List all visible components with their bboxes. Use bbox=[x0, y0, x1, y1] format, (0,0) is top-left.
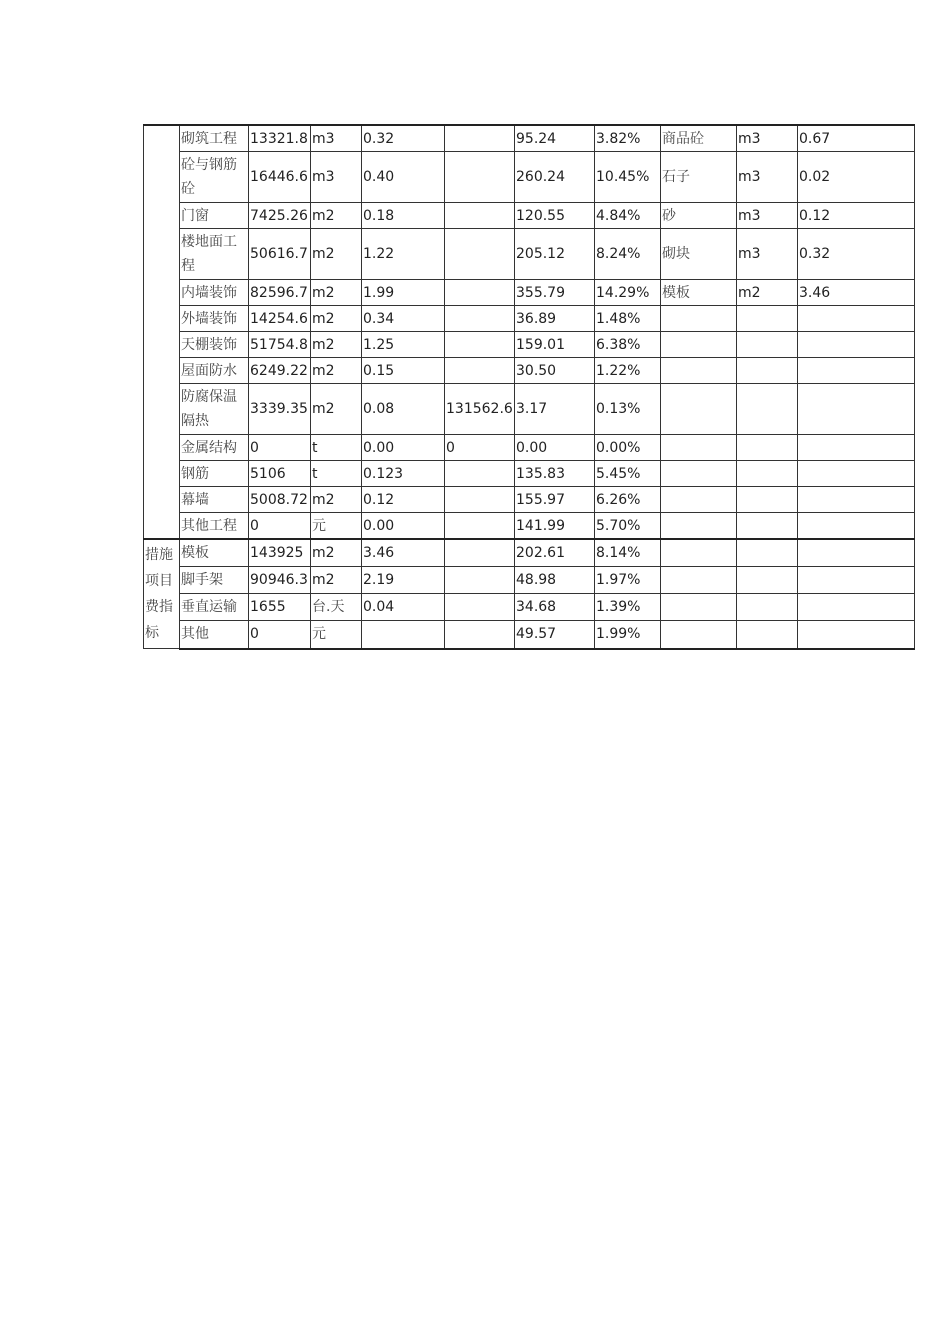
table-row bbox=[144, 306, 915, 332]
table-row bbox=[144, 487, 915, 513]
cell-qty: 0 bbox=[249, 621, 311, 649]
cell-mat-unit bbox=[737, 306, 798, 332]
cell-unit: 元 bbox=[311, 513, 362, 540]
cell-total bbox=[445, 280, 515, 306]
table-row bbox=[144, 280, 915, 306]
cell-mat-val bbox=[798, 487, 915, 513]
cell-mat bbox=[661, 435, 737, 461]
cell-mat bbox=[661, 539, 737, 567]
cell-mat: 砌块 bbox=[661, 229, 737, 280]
cell-total bbox=[445, 152, 515, 203]
cell-qty: 51754.8 bbox=[249, 332, 311, 358]
cell-idx: 3.46 bbox=[362, 539, 445, 567]
cell-name: 模板 bbox=[180, 539, 249, 567]
cell-unit: m3 bbox=[311, 152, 362, 203]
cell-mat-unit: m3 bbox=[737, 125, 798, 152]
cell-mat-unit: m3 bbox=[737, 229, 798, 280]
cell-name: 天棚装饰 bbox=[180, 332, 249, 358]
cell-unit: 台.天 bbox=[311, 594, 362, 621]
cell-qty: 50616.7 bbox=[249, 229, 311, 280]
cell-unit: m2 bbox=[311, 203, 362, 229]
cell-qty: 0 bbox=[249, 435, 311, 461]
cell-mat-unit bbox=[737, 384, 798, 435]
cell-idx: 0.04 bbox=[362, 594, 445, 621]
cell-mat-val: 0.67 bbox=[798, 125, 915, 152]
cell-total bbox=[445, 229, 515, 280]
cell-idx: 1.22 bbox=[362, 229, 445, 280]
cell-total bbox=[445, 594, 515, 621]
cell-unit: m2 bbox=[311, 487, 362, 513]
cell-pct: 4.84% bbox=[595, 203, 661, 229]
cell-cost: 120.55 bbox=[515, 203, 595, 229]
cell-cost: 95.24 bbox=[515, 125, 595, 152]
cell-mat-val bbox=[798, 621, 915, 649]
cell-idx: 2.19 bbox=[362, 567, 445, 594]
cell-pct: 10.45% bbox=[595, 152, 661, 203]
cell-mat bbox=[661, 461, 737, 487]
cell-unit: m2 bbox=[311, 229, 362, 280]
cell-mat-unit: m2 bbox=[737, 280, 798, 306]
cell-qty: 0 bbox=[249, 513, 311, 540]
cell-cost: 30.50 bbox=[515, 358, 595, 384]
cell-pct: 6.38% bbox=[595, 332, 661, 358]
cell-mat bbox=[661, 306, 737, 332]
cell-cost: 3.17 bbox=[515, 384, 595, 435]
cell-mat-val bbox=[798, 461, 915, 487]
cell-unit: t bbox=[311, 461, 362, 487]
cell-name: 幕墙 bbox=[180, 487, 249, 513]
cell-mat bbox=[661, 513, 737, 540]
cell-mat-val bbox=[798, 539, 915, 567]
cell-mat-unit bbox=[737, 513, 798, 540]
cell-name: 砌筑工程 bbox=[180, 125, 249, 152]
cell-cost: 205.12 bbox=[515, 229, 595, 280]
cell-mat bbox=[661, 594, 737, 621]
table-row bbox=[144, 594, 915, 621]
cell-cost: 135.83 bbox=[515, 461, 595, 487]
cell-mat-val bbox=[798, 513, 915, 540]
cell-mat-val: 3.46 bbox=[798, 280, 915, 306]
cell-qty: 14254.6 bbox=[249, 306, 311, 332]
cell-name: 门窗 bbox=[180, 203, 249, 229]
cell-qty: 13321.8 bbox=[249, 125, 311, 152]
cell-idx: 0.00 bbox=[362, 513, 445, 540]
cell-qty: 1655 bbox=[249, 594, 311, 621]
cell-unit: m2 bbox=[311, 384, 362, 435]
cell-unit: m2 bbox=[311, 539, 362, 567]
cost-index-table bbox=[143, 124, 915, 650]
cell-pct: 1.99% bbox=[595, 621, 661, 649]
cell-qty: 6249.22 bbox=[249, 358, 311, 384]
cell-pct: 1.48% bbox=[595, 306, 661, 332]
cell-total bbox=[445, 513, 515, 540]
cell-qty: 5106 bbox=[249, 461, 311, 487]
cell-mat-unit bbox=[737, 435, 798, 461]
cell-total: 131562.6 bbox=[445, 384, 515, 435]
cell-qty: 3339.35 bbox=[249, 384, 311, 435]
cell-qty: 5008.72 bbox=[249, 487, 311, 513]
cell-idx: 0.12 bbox=[362, 487, 445, 513]
cell-mat bbox=[661, 384, 737, 435]
cell-idx bbox=[362, 621, 445, 649]
cell-mat: 石子 bbox=[661, 152, 737, 203]
cell-name: 楼地面工程 bbox=[180, 229, 249, 280]
cell-cost: 0.00 bbox=[515, 435, 595, 461]
cell-total bbox=[445, 461, 515, 487]
cell-unit: 元 bbox=[311, 621, 362, 649]
cell-total bbox=[445, 125, 515, 152]
cell-mat: 模板 bbox=[661, 280, 737, 306]
cell-mat-unit bbox=[737, 567, 798, 594]
cell-cost: 48.98 bbox=[515, 567, 595, 594]
cell-idx: 1.99 bbox=[362, 280, 445, 306]
cell-idx: 1.25 bbox=[362, 332, 445, 358]
cell-mat-val: 0.12 bbox=[798, 203, 915, 229]
cell-cost: 49.57 bbox=[515, 621, 595, 649]
cell-pct: 6.26% bbox=[595, 487, 661, 513]
cell-pct: 3.82% bbox=[595, 125, 661, 152]
group-cell-measures bbox=[144, 539, 180, 649]
measures-group-label: 措施项目费指标 bbox=[145, 547, 173, 641]
cell-idx: 0.15 bbox=[362, 358, 445, 384]
cell-pct: 14.29% bbox=[595, 280, 661, 306]
cell-pct: 5.45% bbox=[595, 461, 661, 487]
cell-unit: m2 bbox=[311, 280, 362, 306]
cell-mat-unit bbox=[737, 621, 798, 649]
cell-qty: 90946.3 bbox=[249, 567, 311, 594]
cell-qty: 82596.7 bbox=[249, 280, 311, 306]
cell-mat-val bbox=[798, 567, 915, 594]
cell-mat-unit bbox=[737, 358, 798, 384]
cell-idx: 0.40 bbox=[362, 152, 445, 203]
table-row bbox=[144, 621, 915, 649]
cell-mat-unit bbox=[737, 332, 798, 358]
cell-mat: 商品砼 bbox=[661, 125, 737, 152]
cell-mat: 砂 bbox=[661, 203, 737, 229]
table-row bbox=[144, 125, 915, 152]
cell-total bbox=[445, 203, 515, 229]
group-cell-empty bbox=[144, 125, 180, 539]
cell-cost: 355.79 bbox=[515, 280, 595, 306]
cell-total bbox=[445, 332, 515, 358]
cell-mat-val bbox=[798, 384, 915, 435]
table-row bbox=[144, 152, 915, 203]
cell-total bbox=[445, 306, 515, 332]
cell-mat-unit bbox=[737, 539, 798, 567]
cell-total bbox=[445, 621, 515, 649]
table-row bbox=[144, 332, 915, 358]
cell-cost: 34.68 bbox=[515, 594, 595, 621]
table-row bbox=[144, 435, 915, 461]
cell-total bbox=[445, 358, 515, 384]
cell-total bbox=[445, 487, 515, 513]
table-row bbox=[144, 229, 915, 280]
table-row bbox=[144, 461, 915, 487]
cell-qty: 143925 bbox=[249, 539, 311, 567]
table-row bbox=[144, 358, 915, 384]
cell-name: 垂直运输 bbox=[180, 594, 249, 621]
cell-cost: 141.99 bbox=[515, 513, 595, 540]
cell-name: 钢筋 bbox=[180, 461, 249, 487]
cell-cost: 260.24 bbox=[515, 152, 595, 203]
cell-pct: 5.70% bbox=[595, 513, 661, 540]
cell-mat-unit: m3 bbox=[737, 152, 798, 203]
cell-mat-val bbox=[798, 435, 915, 461]
cell-idx: 0.08 bbox=[362, 384, 445, 435]
cell-mat-val bbox=[798, 306, 915, 332]
cell-name: 其他工程 bbox=[180, 513, 249, 540]
cell-mat bbox=[661, 332, 737, 358]
cell-name: 防腐保温隔热 bbox=[180, 384, 249, 435]
cell-idx: 0.123 bbox=[362, 461, 445, 487]
cell-unit: m3 bbox=[311, 125, 362, 152]
cell-unit: m2 bbox=[311, 358, 362, 384]
cell-name: 脚手架 bbox=[180, 567, 249, 594]
cell-pct: 8.24% bbox=[595, 229, 661, 280]
cell-mat-unit: m3 bbox=[737, 203, 798, 229]
cell-mat bbox=[661, 567, 737, 594]
cell-mat-unit bbox=[737, 461, 798, 487]
cell-idx: 0.34 bbox=[362, 306, 445, 332]
table-row bbox=[144, 384, 915, 435]
cell-mat-val bbox=[798, 594, 915, 621]
cell-pct: 1.22% bbox=[595, 358, 661, 384]
cell-qty: 7425.26 bbox=[249, 203, 311, 229]
table-body bbox=[144, 125, 915, 649]
cell-cost: 202.61 bbox=[515, 539, 595, 567]
table-row bbox=[144, 513, 915, 540]
cell-mat-val bbox=[798, 358, 915, 384]
cell-total bbox=[445, 567, 515, 594]
cell-mat-val bbox=[798, 332, 915, 358]
cell-unit: m2 bbox=[311, 332, 362, 358]
table-row bbox=[144, 567, 915, 594]
cell-name: 屋面防水 bbox=[180, 358, 249, 384]
cell-idx: 0.32 bbox=[362, 125, 445, 152]
cell-mat-unit bbox=[737, 487, 798, 513]
cell-cost: 36.89 bbox=[515, 306, 595, 332]
cell-total: 0 bbox=[445, 435, 515, 461]
cell-mat-unit bbox=[737, 594, 798, 621]
cell-unit: m2 bbox=[311, 306, 362, 332]
cell-idx: 0.00 bbox=[362, 435, 445, 461]
cell-mat-val: 0.32 bbox=[798, 229, 915, 280]
cell-name: 外墙装饰 bbox=[180, 306, 249, 332]
cell-name: 砼与钢筋砼 bbox=[180, 152, 249, 203]
cell-name: 金属结构 bbox=[180, 435, 249, 461]
cell-idx: 0.18 bbox=[362, 203, 445, 229]
cell-mat bbox=[661, 487, 737, 513]
cell-pct: 0.13% bbox=[595, 384, 661, 435]
cell-pct: 1.39% bbox=[595, 594, 661, 621]
cell-pct: 0.00% bbox=[595, 435, 661, 461]
table-row bbox=[144, 539, 915, 567]
cell-total bbox=[445, 539, 515, 567]
cell-mat bbox=[661, 358, 737, 384]
table-row bbox=[144, 203, 915, 229]
cell-mat-val: 0.02 bbox=[798, 152, 915, 203]
cell-mat bbox=[661, 621, 737, 649]
cell-pct: 8.14% bbox=[595, 539, 661, 567]
cell-unit: t bbox=[311, 435, 362, 461]
cell-cost: 155.97 bbox=[515, 487, 595, 513]
cell-cost: 159.01 bbox=[515, 332, 595, 358]
cell-qty: 16446.6 bbox=[249, 152, 311, 203]
cell-pct: 1.97% bbox=[595, 567, 661, 594]
cell-unit: m2 bbox=[311, 567, 362, 594]
cell-name: 内墙装饰 bbox=[180, 280, 249, 306]
cell-name: 其他 bbox=[180, 621, 249, 649]
